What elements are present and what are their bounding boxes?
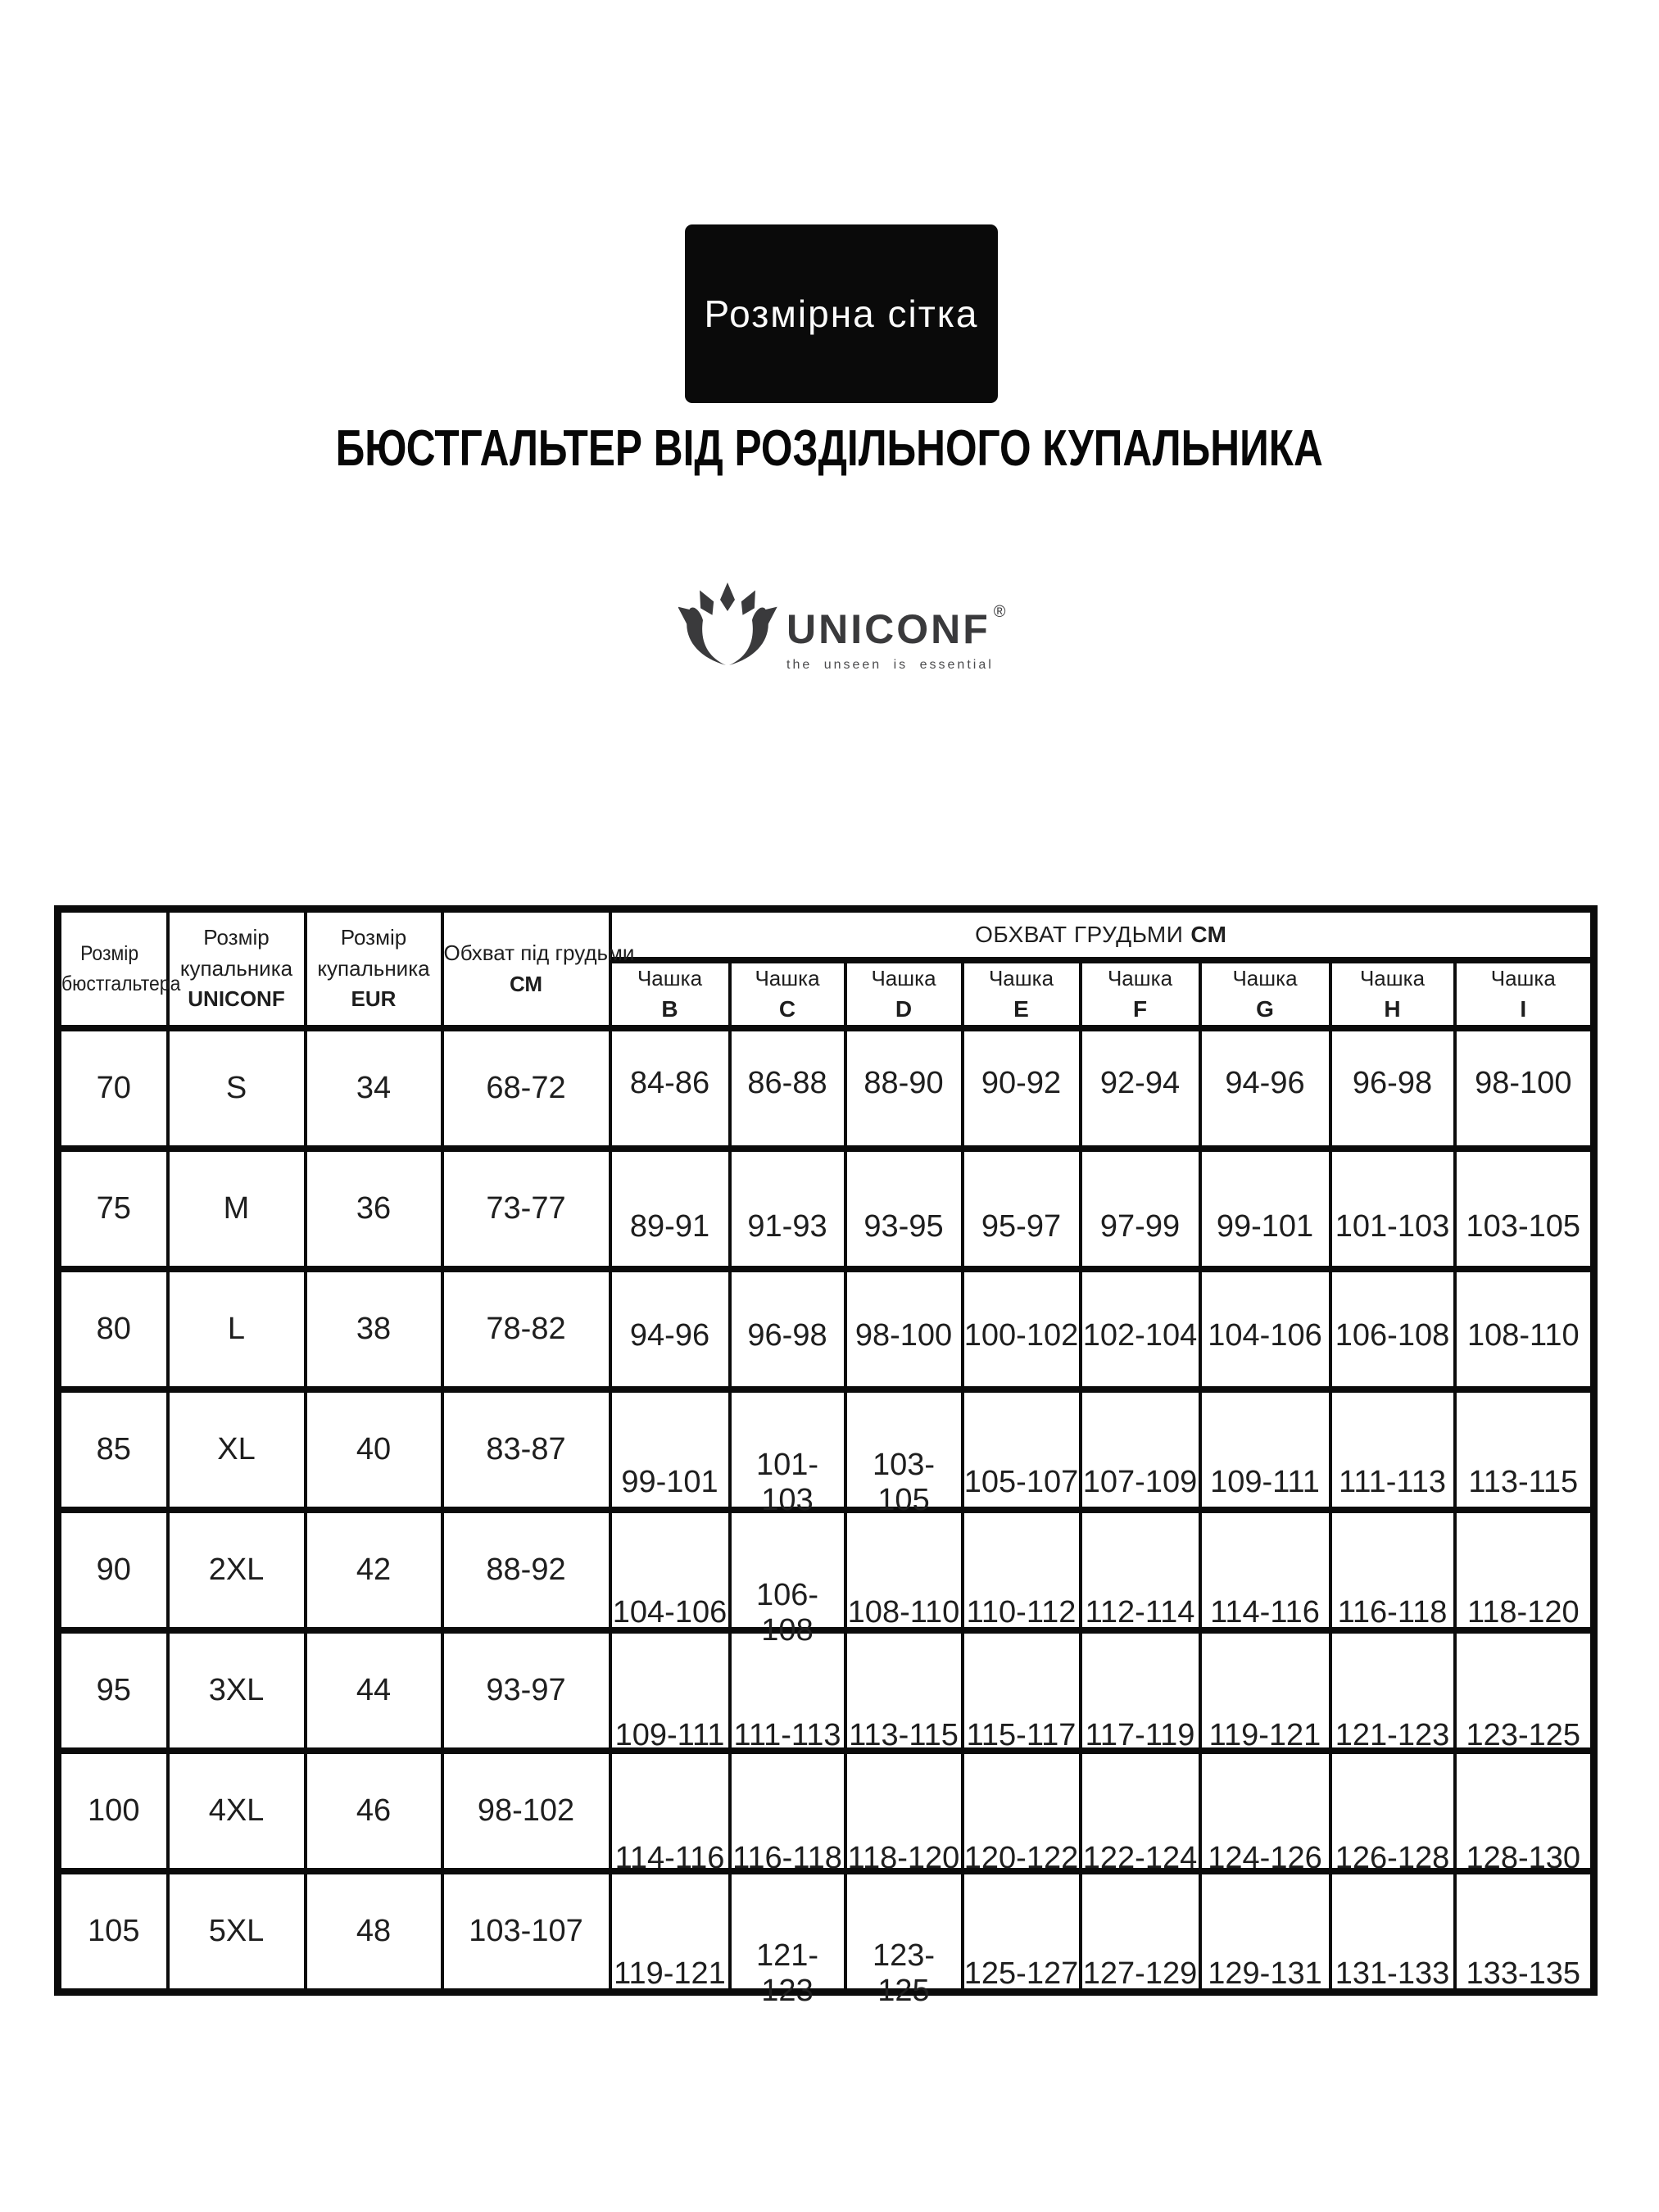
- cell-cup-range: [1330, 1751, 1455, 1876]
- cell-bra-size: [58, 1269, 168, 1389]
- cell-value: 120-122: [963, 1841, 1079, 1876]
- cell-value: 129-131: [1208, 1956, 1322, 1991]
- cell-value: 94-96: [629, 1318, 710, 1353]
- cell-value: 38: [356, 1312, 392, 1347]
- column-header-line: Розмір: [80, 942, 139, 966]
- cell-value: 98-100: [1475, 1066, 1572, 1101]
- cell-uniconf-size: [168, 1630, 306, 1751]
- table-row: [58, 1871, 1594, 1992]
- cell-value: 115-117: [966, 1718, 1077, 1753]
- cell-cup-range: [730, 1510, 845, 1648]
- cup-letter: E: [1013, 995, 1029, 1022]
- cell-value: 113-115: [1468, 1465, 1579, 1500]
- cell-value: 85: [96, 1432, 131, 1467]
- cell-cup-range: [963, 1389, 1081, 1510]
- cell-value: 114-116: [1210, 1595, 1320, 1630]
- cell-value: 101-103: [1335, 1209, 1450, 1244]
- cell-value: 91-93: [747, 1209, 827, 1244]
- table-row: [58, 1028, 1594, 1149]
- cell-cup-range: [1081, 1751, 1200, 1876]
- cell-value: 116-118: [1337, 1595, 1448, 1630]
- page-title: [0, 419, 1659, 478]
- cup-label: Чашка: [1232, 965, 1298, 990]
- cell-value: 127-129: [1082, 1956, 1198, 1991]
- cell-value: 108-110: [1466, 1318, 1580, 1353]
- cell-cup-range: [845, 1871, 963, 2009]
- cell-cup-range: [845, 1630, 963, 1751]
- cell-cup-range: [610, 1389, 730, 1510]
- cell-value: M: [223, 1191, 250, 1226]
- column-header: [442, 909, 635, 1029]
- column-header-cup: [1455, 960, 1594, 1029]
- cell-value: 73-77: [486, 1191, 566, 1226]
- brand-wordmark: UNICONF: [786, 606, 990, 652]
- cell-eur-size: [306, 1269, 442, 1389]
- cell-cup-range: [1200, 1630, 1330, 1751]
- cell-value: 111-113: [733, 1718, 841, 1753]
- cell-value: 109-111: [614, 1718, 725, 1753]
- cell-value: 124-126: [1208, 1841, 1322, 1876]
- cell-cup-range: [730, 1269, 845, 1389]
- cell-cup-range: [1330, 1149, 1455, 1269]
- cell-value: 126-128: [1335, 1841, 1450, 1876]
- cell-eur-size: [306, 1871, 442, 1992]
- table-row: [58, 1751, 1594, 1871]
- cell-value: 118-120: [847, 1841, 960, 1876]
- cell-bra-size: [58, 1751, 168, 1871]
- cup-letter: I: [1520, 995, 1527, 1022]
- cell-value: 34: [356, 1071, 392, 1106]
- cell-cup-range: [730, 1751, 845, 1876]
- cell-value: 123-125: [872, 1938, 936, 2009]
- cup-letter: F: [1132, 995, 1148, 1022]
- cell-cup-range: [610, 1028, 730, 1149]
- cell-value: 119-121: [614, 1956, 726, 1991]
- column-header-cup: [730, 960, 845, 1029]
- column-header-line: Розмір: [340, 925, 407, 950]
- cell-value: 93-97: [486, 1673, 566, 1708]
- cell-uniconf-size: [168, 1510, 306, 1630]
- cell-cup-range: [1200, 1149, 1330, 1269]
- cell-value: 95: [96, 1673, 131, 1708]
- cell-value: 110-112: [966, 1595, 1077, 1630]
- cell-underbust: [442, 1871, 610, 1992]
- cell-value: 44: [356, 1673, 392, 1708]
- brand-logo: [678, 568, 1006, 673]
- cell-value: 97-99: [1099, 1209, 1181, 1244]
- cell-cup-range: [1330, 1871, 1455, 1992]
- cell-value: 80: [96, 1312, 131, 1347]
- cell-value: 70: [96, 1071, 131, 1106]
- cell-value: 109-111: [1210, 1465, 1320, 1500]
- cell-underbust: [442, 1028, 610, 1149]
- cell-value: 100-102: [963, 1318, 1079, 1353]
- cell-value: 103-105: [1466, 1209, 1581, 1244]
- cell-cup-range: [1330, 1510, 1455, 1630]
- cell-bra-size: [58, 1028, 168, 1149]
- cell-cup-range: [963, 1510, 1081, 1630]
- cell-eur-size: [306, 1510, 442, 1630]
- cell-uniconf-size: [168, 1149, 306, 1269]
- cell-value: 103-107: [469, 1913, 583, 1948]
- cell-cup-range: [1330, 1389, 1455, 1510]
- column-header-cup: [1200, 960, 1330, 1029]
- cell-cup-range: [963, 1751, 1081, 1876]
- cell-value: 89-91: [629, 1209, 710, 1244]
- cell-value: 117-119: [1085, 1718, 1195, 1753]
- column-header: [58, 909, 181, 1029]
- cell-value: 98-100: [854, 1318, 953, 1353]
- column-header-line: UNICONF: [188, 986, 285, 1012]
- cell-uniconf-size: [168, 1871, 306, 1992]
- cup-letter: H: [1384, 995, 1401, 1022]
- cell-cup-range: [1081, 1871, 1200, 1992]
- cell-cup-range: [1081, 1028, 1200, 1149]
- cell-value: 106-108: [1335, 1318, 1450, 1353]
- brand-tagline: the unseen is essential: [786, 658, 994, 672]
- cell-cup-range: [963, 1269, 1081, 1389]
- cell-value: 128-130: [1466, 1841, 1581, 1876]
- cell-cup-range: [845, 1269, 963, 1389]
- cell-cup-range: [1330, 1630, 1455, 1751]
- cell-value: 123-125: [1466, 1718, 1581, 1753]
- cell-value: 84-86: [629, 1066, 710, 1101]
- cell-value: 96-98: [1352, 1066, 1433, 1101]
- cell-cup-range: [610, 1871, 730, 1992]
- column-header-cup: [610, 960, 730, 1029]
- cell-cup-range: [1200, 1510, 1330, 1630]
- cell-value: L: [227, 1312, 246, 1347]
- column-header: [168, 909, 306, 1029]
- cell-value: 2XL: [208, 1552, 265, 1588]
- cell-eur-size: [306, 1630, 442, 1751]
- cell-cup-range: [1455, 1028, 1594, 1149]
- size-chart-table: [54, 905, 1598, 2009]
- cup-label: Чашка: [1359, 965, 1426, 990]
- column-header-line: бюстгальтера: [61, 972, 181, 995]
- size-grid-badge: [685, 224, 998, 403]
- cell-cup-range: [610, 1751, 730, 1876]
- cell-cup-range: [1455, 1630, 1594, 1751]
- cell-value: 46: [356, 1793, 392, 1829]
- cell-cup-range: [963, 1028, 1081, 1149]
- cell-value: 121-123: [755, 1938, 819, 2009]
- cell-value: 103-105: [872, 1447, 936, 1517]
- cell-cup-range: [610, 1510, 730, 1630]
- cell-cup-range: [730, 1389, 845, 1517]
- cell-value: 40: [356, 1432, 392, 1467]
- cell-cup-range: [1455, 1751, 1594, 1876]
- cell-value: 133-135: [1466, 1956, 1581, 1991]
- cell-value: 48: [356, 1913, 392, 1948]
- cell-value: 121-123: [1335, 1718, 1450, 1753]
- cell-value: 107-109: [1082, 1465, 1198, 1500]
- page-title-text: БЮСТГАЛЬТЕР ВІД РОЗДІЛЬНОГО КУПАЛЬНИКА: [335, 420, 1324, 477]
- cell-value: 88-90: [863, 1066, 944, 1101]
- cell-cup-range: [1455, 1871, 1594, 1992]
- cup-letter: C: [778, 995, 796, 1022]
- cell-cup-range: [730, 1149, 845, 1269]
- table-row: [58, 1389, 1594, 1510]
- cell-cup-range: [1081, 1510, 1200, 1630]
- cup-letter: B: [661, 995, 678, 1022]
- cell-value: 95-97: [981, 1209, 1062, 1244]
- cell-bra-size: [58, 1871, 168, 1992]
- cell-underbust: [442, 1269, 610, 1389]
- cell-bra-size: [58, 1389, 168, 1510]
- cell-cup-range: [1330, 1028, 1455, 1149]
- group-header-bust-circumference: [610, 909, 1594, 960]
- cell-value: 90: [96, 1552, 131, 1588]
- cell-value: 42: [356, 1552, 392, 1588]
- cell-value: 101-103: [755, 1447, 819, 1517]
- cell-value: 105-107: [963, 1465, 1079, 1500]
- cell-value: 88-92: [486, 1552, 566, 1588]
- cell-value: 4XL: [208, 1793, 265, 1829]
- cell-cup-range: [963, 1630, 1081, 1751]
- cell-cup-range: [845, 1389, 963, 1517]
- cell-uniconf-size: [168, 1269, 306, 1389]
- cell-value: 78-82: [486, 1312, 566, 1347]
- cell-value: 99-101: [1216, 1209, 1314, 1244]
- column-header-cup: [963, 960, 1081, 1029]
- table-row: [58, 1510, 1594, 1630]
- cell-value: S: [225, 1071, 247, 1106]
- cell-value: 131-133: [1335, 1956, 1450, 1991]
- cell-value: 112-114: [1085, 1595, 1195, 1630]
- column-header-line: Розмір: [203, 925, 270, 950]
- cell-cup-range: [1081, 1389, 1200, 1510]
- cell-eur-size: [306, 1149, 442, 1269]
- cell-eur-size: [306, 1028, 442, 1149]
- cell-value: 111-113: [1339, 1465, 1446, 1500]
- cell-value: 100: [88, 1793, 140, 1829]
- cell-cup-range: [1200, 1751, 1330, 1876]
- cell-cup-range: [610, 1630, 730, 1751]
- cell-value: 104-106: [1208, 1318, 1322, 1353]
- cell-cup-range: [845, 1751, 963, 1876]
- cell-cup-range: [1330, 1269, 1455, 1389]
- lotus-icon: [678, 568, 778, 671]
- cell-cup-range: [1455, 1149, 1594, 1269]
- cell-uniconf-size: [168, 1751, 306, 1871]
- cell-cup-range: [1455, 1510, 1594, 1630]
- cell-value: 105: [88, 1913, 140, 1948]
- cell-underbust: [442, 1389, 610, 1510]
- column-header-line: EUR: [351, 986, 397, 1012]
- cell-cup-range: [963, 1149, 1081, 1269]
- column-header-line: СМ: [509, 971, 543, 996]
- cell-cup-range: [730, 1871, 845, 2009]
- cell-cup-range: [610, 1149, 730, 1269]
- table-row: [58, 1149, 1594, 1269]
- cell-cup-range: [1200, 1028, 1330, 1149]
- cell-eur-size: [306, 1389, 442, 1510]
- group-header-label: ОБХВАТ ГРУДЬМИ: [975, 921, 1184, 947]
- cell-value: 96-98: [747, 1318, 827, 1353]
- cell-cup-range: [1081, 1149, 1200, 1269]
- table-row: [58, 1269, 1594, 1389]
- cell-value: 93-95: [863, 1209, 944, 1244]
- cell-cup-range: [845, 1028, 963, 1149]
- cell-cup-range: [1200, 1269, 1330, 1389]
- cup-label: Чашка: [988, 965, 1054, 990]
- column-header-cup: [1330, 960, 1455, 1029]
- group-header-unit: СМ: [1190, 921, 1227, 947]
- cell-underbust: [442, 1751, 610, 1871]
- cell-cup-range: [845, 1149, 963, 1269]
- cell-uniconf-size: [168, 1389, 306, 1510]
- cell-underbust: [442, 1630, 610, 1751]
- cell-bra-size: [58, 1630, 168, 1751]
- cell-value: 119-121: [1208, 1718, 1321, 1753]
- column-header-line: купальника: [317, 955, 430, 981]
- cell-underbust: [442, 1510, 610, 1630]
- column-header-line: купальника: [179, 955, 293, 981]
- cup-label: Чашка: [871, 965, 936, 990]
- brand-logo-text: [786, 568, 1006, 673]
- cell-value: 94-96: [1225, 1066, 1305, 1101]
- cell-value: 102-104: [1082, 1318, 1198, 1353]
- badge-label: Розмірна сітка: [704, 292, 979, 335]
- cell-value: 122-124: [1082, 1841, 1198, 1876]
- cell-value: 104-106: [612, 1595, 728, 1630]
- cell-value: 68-72: [486, 1071, 566, 1106]
- column-header-cup: [845, 960, 963, 1029]
- cell-cup-range: [730, 1028, 845, 1149]
- cell-value: 118-120: [1466, 1595, 1580, 1630]
- column-header-cup: [1081, 960, 1200, 1029]
- cell-cup-range: [1081, 1630, 1200, 1751]
- cell-value: 108-110: [847, 1595, 960, 1630]
- cell-cup-range: [1455, 1269, 1594, 1389]
- cell-cup-range: [730, 1630, 845, 1751]
- cell-bra-size: [58, 1149, 168, 1269]
- table-row: [58, 1630, 1594, 1751]
- cell-value: 86-88: [747, 1066, 827, 1101]
- cup-label: Чашка: [1107, 965, 1173, 990]
- cell-cup-range: [1200, 1871, 1330, 1992]
- cup-label: Чашка: [755, 965, 820, 990]
- cell-value: 113-115: [849, 1718, 959, 1753]
- cell-value: 116-118: [732, 1841, 842, 1876]
- cell-value: 75: [96, 1191, 131, 1226]
- cell-uniconf-size: [168, 1028, 306, 1149]
- cell-cup-range: [1081, 1269, 1200, 1389]
- cell-cup-range: [845, 1510, 963, 1630]
- cell-value: 99-101: [621, 1465, 718, 1500]
- cell-value: 90-92: [981, 1066, 1062, 1101]
- cell-cup-range: [1200, 1389, 1330, 1510]
- cell-value: 83-87: [486, 1432, 566, 1467]
- column-header: [306, 909, 442, 1029]
- cell-value: 3XL: [208, 1673, 265, 1708]
- registered-trademark-icon: ®: [993, 603, 1006, 621]
- cup-letter: D: [895, 995, 913, 1022]
- cell-value: XL: [217, 1432, 256, 1467]
- cell-cup-range: [1455, 1389, 1594, 1510]
- cell-underbust: [442, 1149, 610, 1269]
- cell-eur-size: [306, 1751, 442, 1871]
- cup-letter: G: [1256, 995, 1274, 1022]
- cell-value: 92-94: [1099, 1066, 1181, 1101]
- cell-value: 5XL: [208, 1913, 265, 1948]
- cell-value: 106-108: [755, 1577, 819, 1648]
- cup-label: Чашка: [1490, 965, 1556, 990]
- cup-label: Чашка: [637, 965, 703, 990]
- cell-value: 114-116: [614, 1841, 725, 1876]
- cell-bra-size: [58, 1510, 168, 1630]
- column-header-line: Обхват під грудьми: [443, 940, 635, 965]
- cell-value: 36: [356, 1191, 392, 1226]
- cell-value: 125-127: [963, 1956, 1079, 1991]
- cell-value: 98-102: [477, 1793, 575, 1829]
- cell-cup-range: [610, 1269, 730, 1389]
- cell-cup-range: [963, 1871, 1081, 1992]
